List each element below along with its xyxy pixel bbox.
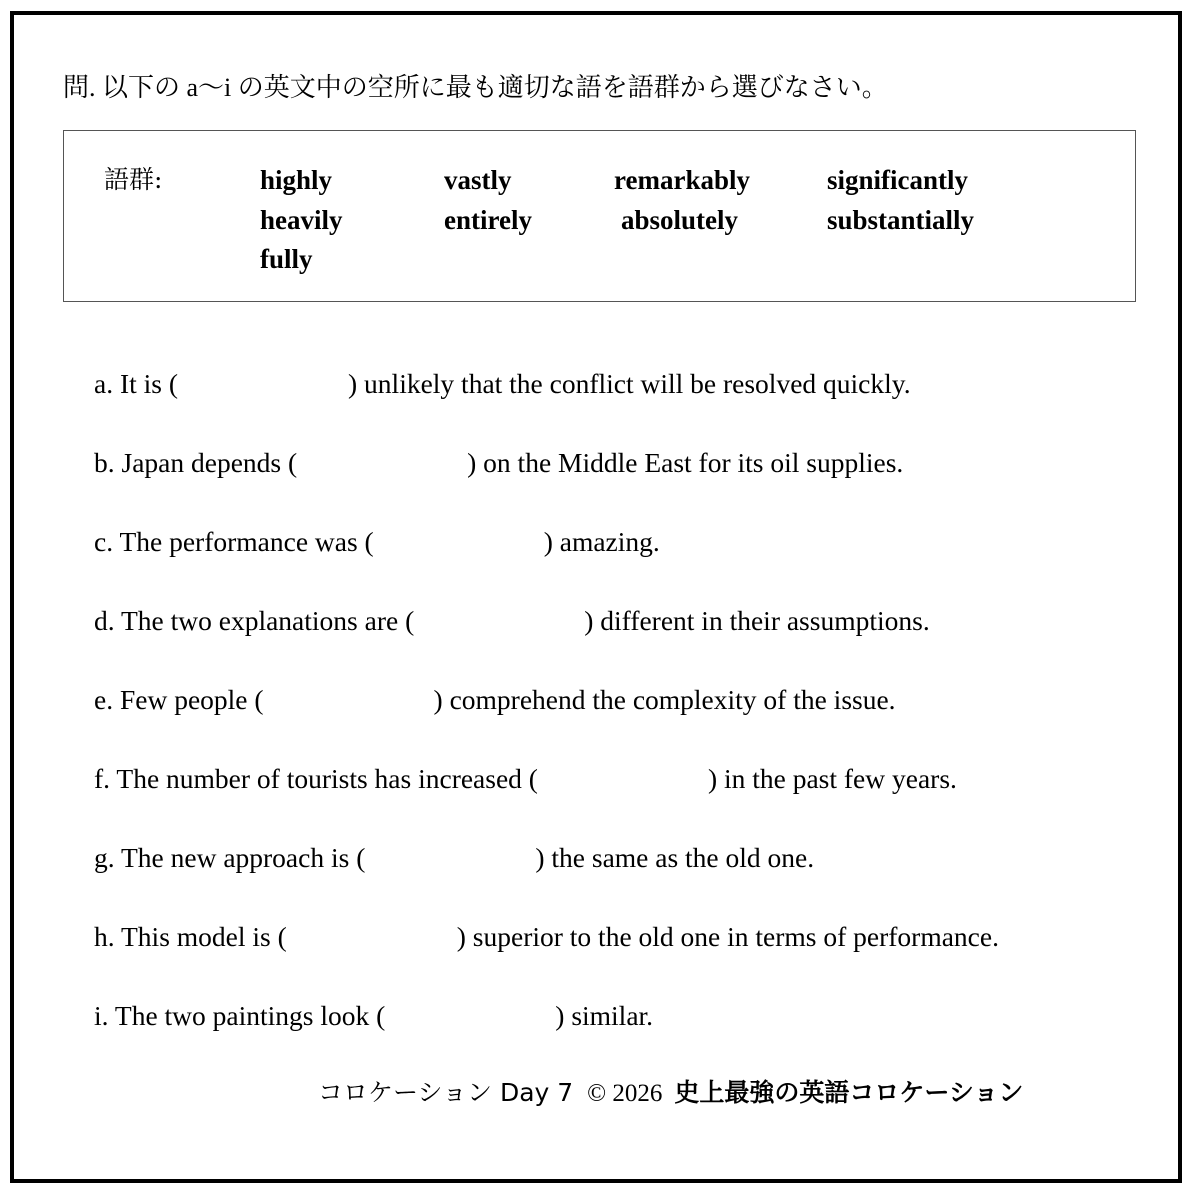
sentence-before: i. The two paintings look ( xyxy=(94,1000,386,1031)
sentence-after: ) on the Middle East for its oil supplies. xyxy=(467,447,904,478)
sentence-before: f. The number of tourists has increased ( xyxy=(94,763,538,794)
footer xyxy=(318,1075,1023,1112)
sentence-f xyxy=(94,759,957,799)
footer-series: コロケーション Day 7 xyxy=(318,1078,574,1107)
question-instruction xyxy=(63,68,888,108)
word-bank-item: fully xyxy=(260,244,313,274)
sentence-before: h. This model is ( xyxy=(94,921,287,952)
footer-copyright: © 2026 xyxy=(587,1080,663,1107)
sentence-e xyxy=(94,680,896,720)
sentence-d xyxy=(94,601,930,641)
instruction-suffix: の英文中の空所に最も適切な語を語群から選びなさい。 xyxy=(231,73,888,102)
sentence-before: a. It is ( xyxy=(94,368,179,399)
sentence-a xyxy=(94,364,911,404)
sentence-before: c. The performance was ( xyxy=(94,526,374,557)
sentence-after: ) amazing. xyxy=(543,526,660,557)
sentence-after: ) the same as the old one. xyxy=(535,842,815,873)
sentence-after: ) different in their assumptions. xyxy=(584,605,930,636)
sentence-h xyxy=(94,917,999,957)
instruction-range: a〜i xyxy=(186,73,232,102)
word-bank-label: 語群: xyxy=(104,165,163,194)
word-bank-item: vastly xyxy=(444,165,512,195)
footer-brand: 史上最強の英語コロケーション xyxy=(674,1078,1024,1107)
instruction-prefix: 問. 以下の xyxy=(63,73,187,102)
sentence-before: e. Few people ( xyxy=(94,684,264,715)
sentence-before: b. Japan depends ( xyxy=(94,447,298,478)
word-bank-item: remarkably xyxy=(614,165,750,195)
word-bank-item: entirely xyxy=(444,205,532,235)
word-bank-box xyxy=(63,130,1136,302)
sentence-after: ) superior to the old one in terms of performance. xyxy=(456,921,999,952)
sentence-after: ) unlikely that the conflict will be resolved quickly. xyxy=(348,368,911,399)
word-bank-item: substantially xyxy=(827,205,975,235)
sentence-before: g. The new approach is ( xyxy=(94,842,366,873)
sentence-b xyxy=(94,443,903,483)
word-bank-item: highly xyxy=(260,165,333,195)
sentence-c xyxy=(94,522,660,562)
sentence-after: ) comprehend the complexity of the issue. xyxy=(433,684,896,715)
sentence-before: d. The two explanations are ( xyxy=(94,605,415,636)
sentence-after: ) in the past few years. xyxy=(707,763,957,794)
sentence-g xyxy=(94,838,814,878)
word-bank-item: significantly xyxy=(827,165,969,195)
word-bank-item: heavily xyxy=(260,205,343,235)
sentence-i xyxy=(94,996,653,1036)
sentence-after: ) similar. xyxy=(555,1000,654,1031)
word-bank-item: absolutely xyxy=(621,205,739,235)
